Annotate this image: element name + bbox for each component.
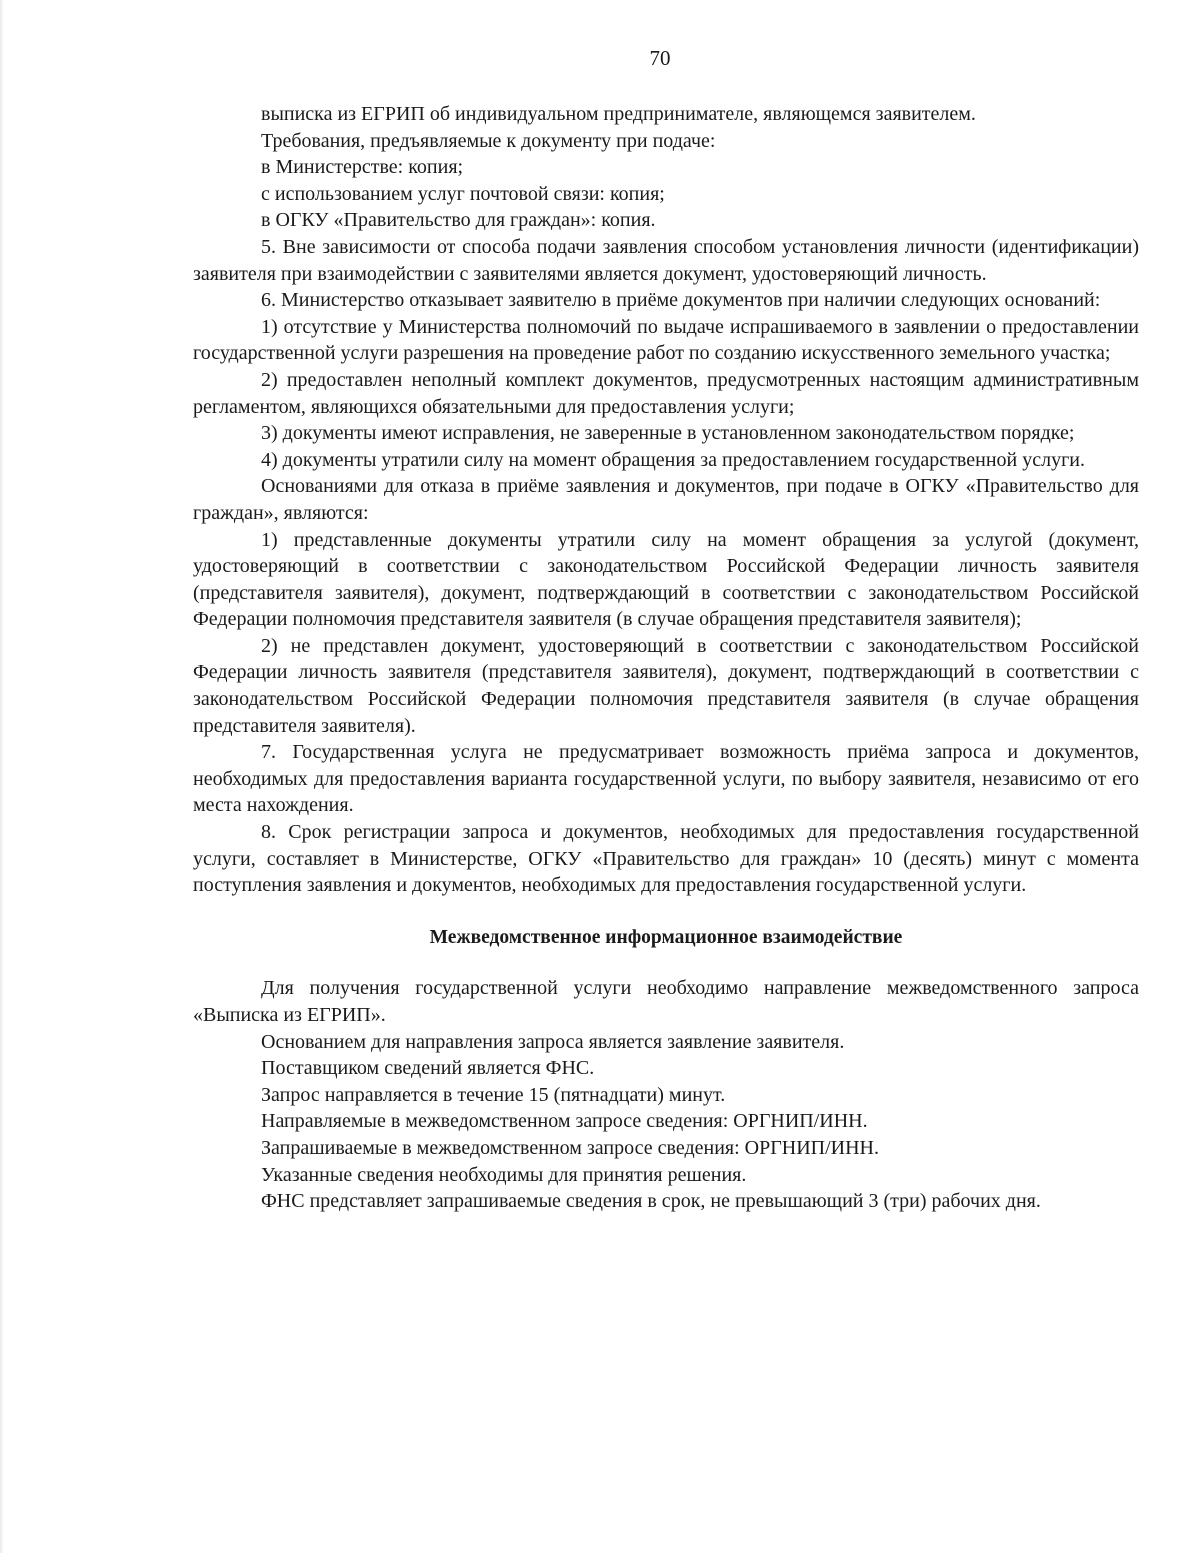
paragraph: с использованием услуг почтовой связи: копия;: [261, 182, 665, 205]
paragraph: ФНС представляет запрашиваемые сведения в срок, не превышающий 3 (три) рабочих дня.: [261, 1190, 1041, 1213]
paragraph: Основаниями для отказа в приёме заявления и документов, при подаче в ОГКУ «Правительство для граждан», являются:: [193, 475, 1139, 524]
paragraph: 8. Срок регистрации запроса и документов, необходимых для предоставления государственной услуги, составляет в Министерстве, ОГКУ «Правительство для граждан» 10 (десять) минут с момента поступления заявления и документов, необходимых для предоставления государственной услуги.: [193, 821, 1139, 897]
paragraph: выписка из ЕГРИП об индивидуальном предпринимателе, являющемся заявителем.: [261, 103, 976, 125]
paragraph: 6. Министерство отказывает заявителю в приёме документов при наличии следующих оснований:: [261, 289, 1101, 312]
paragraph: Требования, предъявляемые к документу при подаче:: [261, 129, 716, 152]
list-item: 3) документы имеют исправления, не заверенные в установленном законодательством порядке;: [261, 422, 1075, 445]
paragraph: Запрашиваемые в межведомственном запросе сведения: ОРГНИП/ИНН.: [261, 1136, 879, 1159]
list-item: 4) документы утратили силу на момент обращения за предоставлением государственной услуги.: [261, 448, 1086, 471]
paragraph: Поставщиком сведений является ФНС.: [261, 1057, 595, 1080]
paragraph: в ОГКУ «Правительство для граждан»: копия.: [261, 209, 656, 232]
paragraph: в Министерстве: копия;: [261, 156, 464, 179]
list-item: 2) не представлен документ, удостоверяющий в соответствии с законодательством Российской Федерации личность заявителя (представителя заявителя), документ, подтверждающий в соответствии с законодательством Российской Федерации полномочия представителя заявителя (в случае обращения представителя заявителя).: [193, 634, 1139, 737]
scan-edge-shadow: [0, 0, 4, 1553]
list-item: 1) отсутствие у Министерства полномочий по выдаче испрашиваемого в заявлении о предоставлении государственной услуги разрешения на проведение работ по созданию искусственного земельного участка;: [193, 315, 1139, 365]
paragraph: Запрос направляется в течение 15 (пятнадцати) минут.: [261, 1083, 726, 1106]
list-item: 1) представленные документы утратили силу на момент обращения за услугой (документ, удостоверяющий в соответствии с законодательством Российской Федерации личность заявителя (представителя заявителя), документ, подтверждающий в соответствии с законодательством Российской Федерации полномочия представителя заявителя (в случае обращения представителя заявителя);: [193, 528, 1139, 631]
paragraph: Основанием для направления запроса является заявление заявителя.: [261, 1030, 845, 1053]
document-body: [193, 101, 1139, 1215]
paragraph: Направляемые в межведомственном запросе сведения: ОРГНИП/ИНН.: [261, 1110, 868, 1133]
section-heading: Межведомственное информационное взаимодействие: [429, 926, 903, 948]
list-item: 2) предоставлен неполный комплект документов, предусмотренных настоящим административным регламентом, являющихся обязательными для предоставления услуги;: [193, 368, 1139, 418]
paragraph: 7. Государственная услуга не предусматривает возможность приёма запроса и документов, необходимых для предоставления варианта государственной услуги, по выбору заявителя, независимо от его места нахождения.: [193, 741, 1139, 817]
page-number: 70: [649, 46, 671, 70]
paragraph: 5. Вне зависимости от способа подачи заявления способом установления личности (идентификации) заявителя при взаимодействии с заявителями является документ, удостоверяющий личность.: [193, 235, 1139, 285]
paragraph: Для получения государственной услуги необходимо направление межведомственного запроса «Выписка из ЕГРИП».: [193, 977, 1139, 1026]
paragraph: Указанные сведения необходимы для принятия решения.: [261, 1163, 747, 1186]
